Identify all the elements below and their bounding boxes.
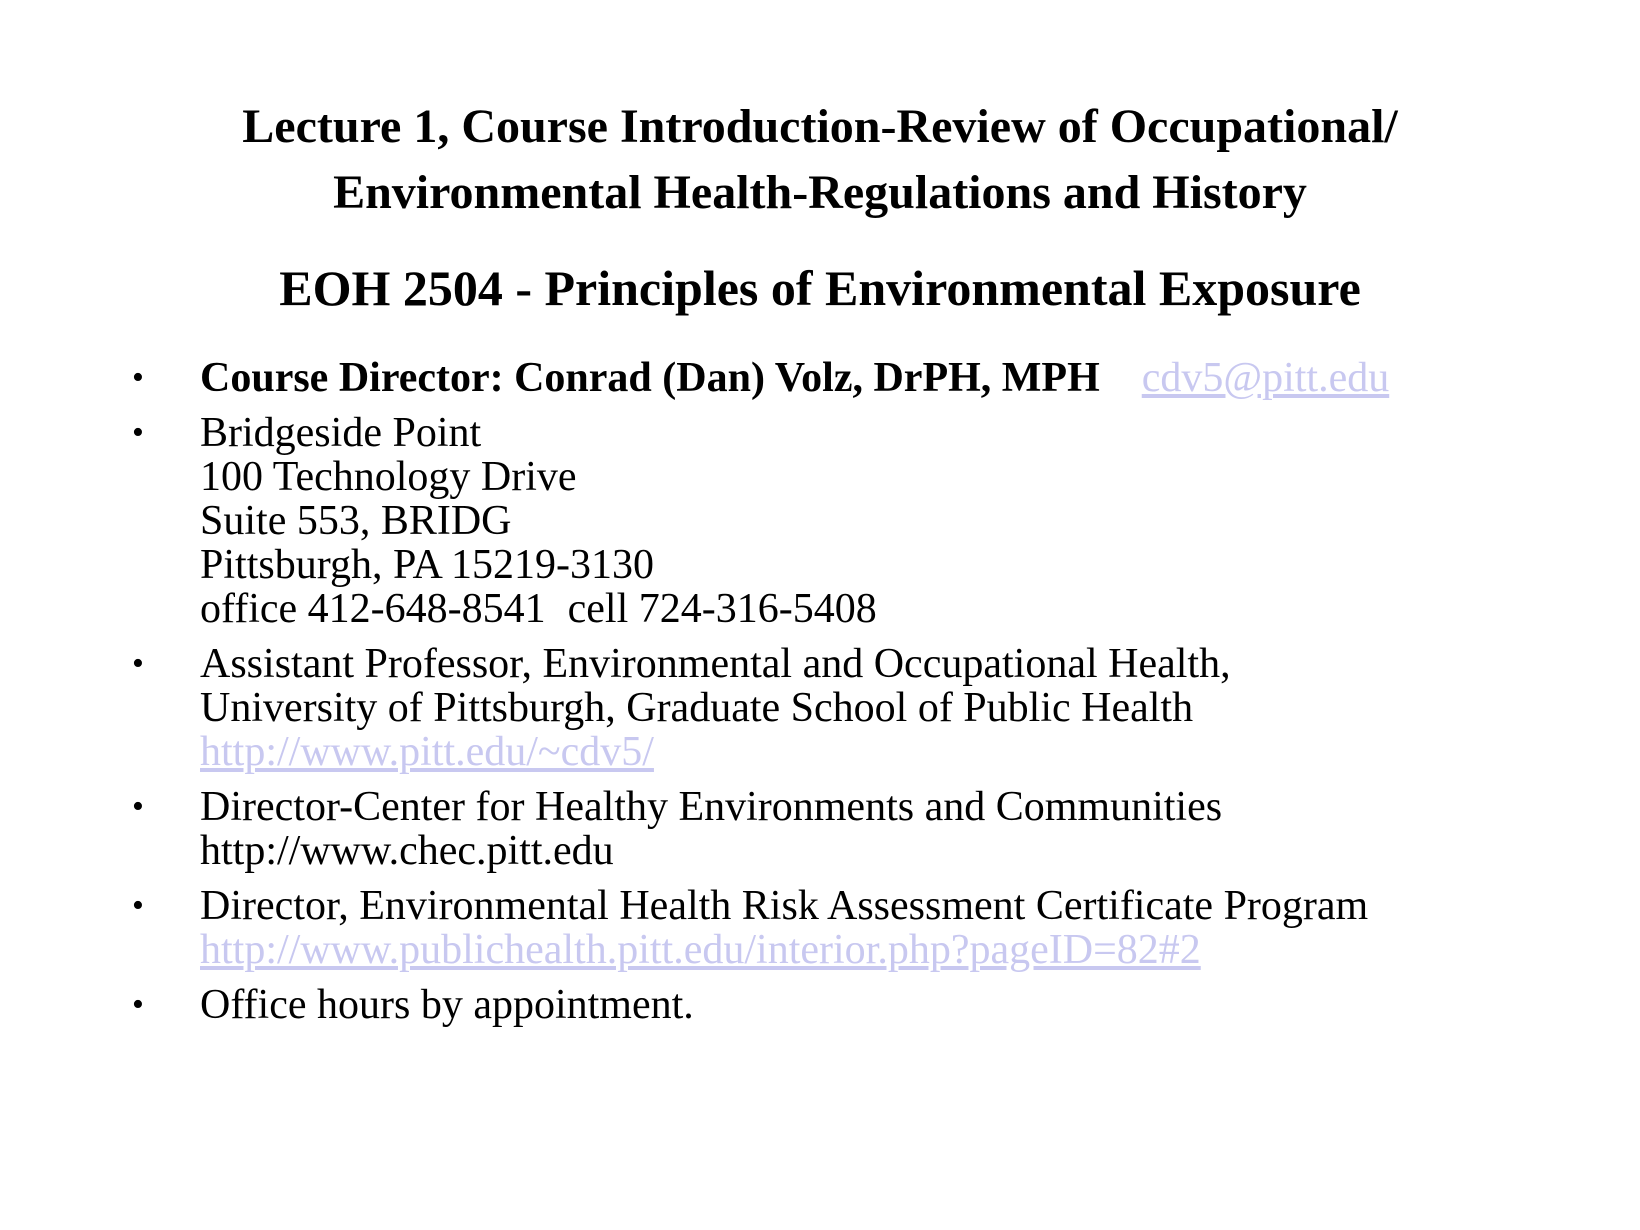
bullet-icon: • [132,887,144,924]
bullet-item-hours [132,983,1532,1027]
bullet-icon: • [132,788,144,825]
bullet-icon: • [132,414,144,451]
certificate-program-link[interactable]: http://www.publichealth.pitt.edu/interior.php?pageID=82#2 [200,927,1201,973]
bullet-item-address [132,411,1532,631]
course-subtitle: EOH 2504 - Principles of Environmental Exposure [279,260,1361,316]
bullet-list [132,356,1532,1038]
address-line-4: Pittsburgh, PA 15219-3130 [200,542,654,588]
bullet-icon: • [132,645,144,682]
professor-line-1: Assistant Professor, Environmental and Occupational Health, [200,641,1231,687]
bullet-icon: • [132,359,144,396]
professor-line-2: University of Pittsburgh, Graduate School of Public Health [200,685,1194,731]
bullet-item-center [132,785,1532,873]
cell-phone: cell 724-316-5408 [567,586,877,632]
personal-page-link[interactable]: http://www.pitt.edu/~cdv5/ [200,729,654,775]
bullet-item-professor [132,642,1532,774]
slide-title-line-1: Lecture 1, Course Introduction-Review of Occupational/ [242,100,1398,153]
address-line-2: 100 Technology Drive [200,454,577,500]
address-line-1: Bridgeside Point [200,410,482,456]
address-line-3: Suite 553, BRIDG [200,498,512,544]
director-email-link[interactable]: cdv5@pitt.edu [1141,355,1390,401]
center-line-1: Director-Center for Healthy Environments and Communities [200,784,1223,830]
center-url: http://www.chec.pitt.edu [200,828,614,874]
bullet-item-director [132,356,1532,400]
office-hours-text: Office hours by appointment. [200,982,694,1028]
office-phone: office 412-648-8541 [200,586,546,632]
certificate-line-1: Director, Environmental Health Risk Assessment Certificate Program [200,883,1369,929]
slide-title [80,94,1560,226]
slide-title-line-2: Environmental Health-Regulations and History [333,166,1307,219]
bullet-icon: • [132,986,144,1023]
bullet-item-certificate [132,884,1532,972]
course-director-label: Course Director: Conrad (Dan) Volz, DrPH, MPH [200,355,1100,401]
